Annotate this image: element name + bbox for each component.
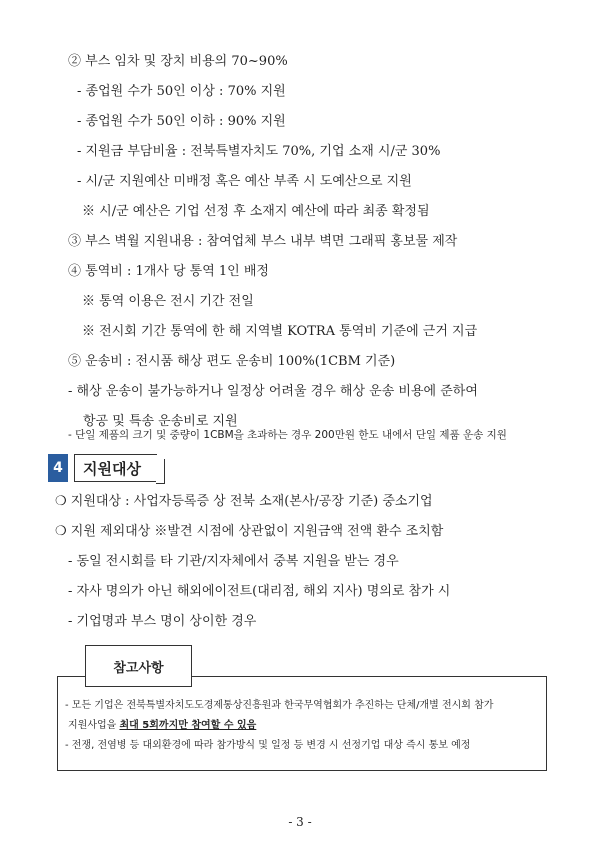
target-eligibility: ❍ 지원대상 : 사업자등록증 상 전북 소재(본사/공장 기준) 중소기업	[55, 494, 433, 509]
section-number: 4	[48, 454, 68, 482]
item-over-50: - 종업원 수가 50인 이상 : 70% 지원	[77, 84, 286, 99]
reference-emphasis: 최대 5회까지만 참여할 수 있음	[119, 720, 257, 731]
note-interpreter-period: ※ 통역 이용은 전시 기간 전일	[82, 294, 254, 309]
section-title	[74, 454, 157, 482]
reference-line-2-text: 지원사업을	[68, 720, 120, 731]
reference-line-3: - 전쟁, 전염병 등 대외환경에 따라 참가방식 및 일정 등 변경 시 선정기업 대상 즉시 통보 예정	[65, 740, 471, 751]
item-air-freight: - 해상 운송이 불가능하거나 일정상 어려울 경우 해상 운송 비용에 준하여	[68, 384, 478, 399]
item-budget-shortfall: - 시/군 지원예산 미배정 혹은 예산 부족 시 도예산으로 지원	[77, 174, 412, 189]
page-number: - 3 -	[288, 815, 312, 829]
item-shipping: ⑤ 운송비 : 전시품 해상 편도 운송비 100%(1CBM 기준)	[68, 354, 396, 369]
note-city-budget: ※ 시/군 예산은 기업 선정 후 소재지 예산에 따라 최종 확정됨	[82, 204, 430, 219]
item-single-product: - 단일 제품의 크기 및 중량이 1CBM을 초과하는 경우 200만원 한도 내에서 단일 제품 운송 지원	[68, 429, 507, 441]
reference-title: 참고사항	[85, 645, 192, 687]
section-heading	[48, 454, 157, 482]
item-booth-wall: ③ 부스 벽월 지원내용 : 참여업체 부스 내부 벽면 그래픽 홍보물 제작	[68, 234, 458, 249]
note-interpreter-kotra: ※ 전시회 기간 통역에 한 해 지역별 KOTRA 통역비 기준에 근거 지급	[82, 324, 478, 339]
target-exclusion: ❍ 지원 제외대상 ※발견 시점에 상관없이 지원금액 전액 환수 조치함	[55, 524, 444, 539]
exclusion-agent: - 자사 명의가 아닌 해외에이전트(대리점, 해외 지사) 명의로 참가 시	[68, 584, 451, 599]
heading-notch	[156, 459, 165, 484]
item-air-freight-cont: 항공 및 특송 운송비로 지원	[83, 414, 238, 429]
item-burden-ratio: - 지원금 부담비율 : 전북특별자치도 70%, 기업 소재 시/군 30%	[77, 144, 441, 159]
exclusion-name-mismatch: - 기업명과 부스 명이 상이한 경우	[68, 614, 257, 629]
section-title-text: 지원대상	[83, 459, 141, 478]
exclusion-duplicate: - 동일 전시회를 타 기관/지자체에서 중복 지원을 받는 경우	[68, 554, 399, 569]
reference-line-1: - 모든 기업은 전북특별자치도도경제통상진흥원과 한국무역협회가 추진하는 단체/개별 전시회 참가	[65, 700, 494, 711]
item-interpreter: ④ 통역비 : 1개사 당 통역 1인 배정	[68, 264, 269, 279]
reference-line-2	[68, 718, 256, 734]
item-under-50: - 종업원 수가 50인 이하 : 90% 지원	[77, 114, 286, 129]
item-booth-cost: ② 부스 임차 및 장치 비용의 70~90%	[68, 54, 288, 69]
